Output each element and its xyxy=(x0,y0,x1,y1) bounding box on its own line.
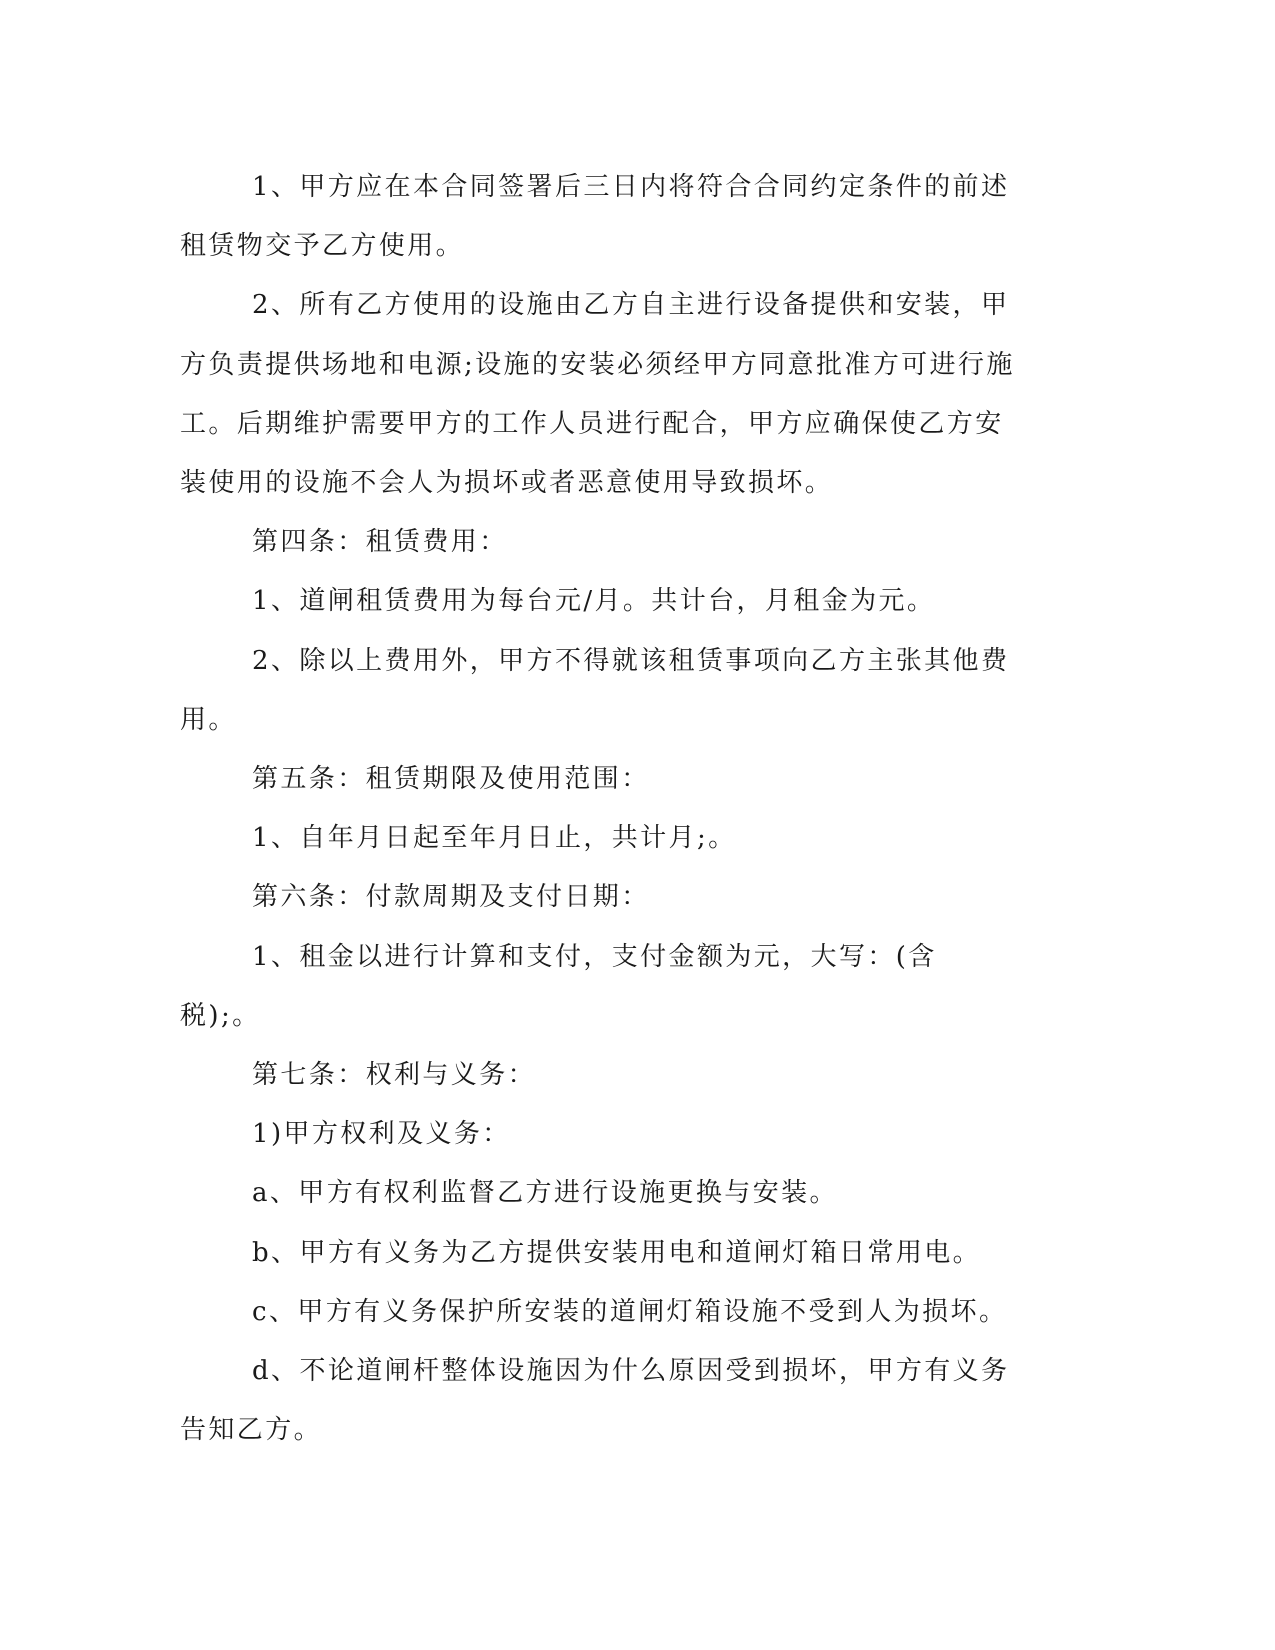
heading-article-7: 第七条：权利与义务： xyxy=(252,1060,537,1091)
heading-article-5: 第五条：租赁期限及使用范围： xyxy=(252,764,650,795)
paragraph-article-5-item-1: 1、自年月日起至年月日止，共计月;。 xyxy=(252,823,737,854)
paragraph-article-4-item-2: 2、除以上费用外，甲方不得就该租赁事项向乙方主张其他费用。 xyxy=(180,645,1010,735)
paragraph-article-6-item-1: 1、租金以进行计算和支付，支付金额为元，大写：(含税);。 xyxy=(180,941,937,1031)
heading-article-4: 第四条：租赁费用： xyxy=(252,527,508,558)
paragraph-clause-3-item-2: 2、所有乙方使用的设施由乙方自主进行设备提供和安装，甲方负责提供场地和电源;设施的安装必须经甲方同意批准方可进行施工。后期维护需要甲方的工作人员进行配合，甲方应确保使乙方安装使用的设施不会人为损坏或者恶意使用导致损坏。 xyxy=(180,290,1015,499)
paragraph-party-a-item-c: c、甲方有义务保护所安装的道闸灯箱设施不受到人为损坏。 xyxy=(252,1296,1008,1327)
paragraph-party-a-item-b: b、甲方有义务为乙方提供安装用电和道闸灯箱日常用电。 xyxy=(252,1237,982,1268)
document-body xyxy=(180,158,1015,1460)
paragraph-party-a-item-d: d、不论道闸杆整体设施因为什么原因受到损坏，甲方有义务告知乙方。 xyxy=(180,1356,1010,1446)
heading-article-6: 第六条：付款周期及支付日期： xyxy=(252,882,650,913)
paragraph-article-4-item-1: 1、道闸租赁费用为每台元/月。共计台，月租金为元。 xyxy=(252,586,936,617)
paragraph-clause-3-item-1: 1、甲方应在本合同签署后三日内将符合合同约定条件的前述租赁物交予乙方使用。 xyxy=(180,172,1010,262)
subheading-party-a-rights: 1)甲方权利及义务： xyxy=(252,1119,511,1150)
paragraph-party-a-item-a: a、甲方有权利监督乙方进行设施更换与安装。 xyxy=(252,1178,838,1209)
